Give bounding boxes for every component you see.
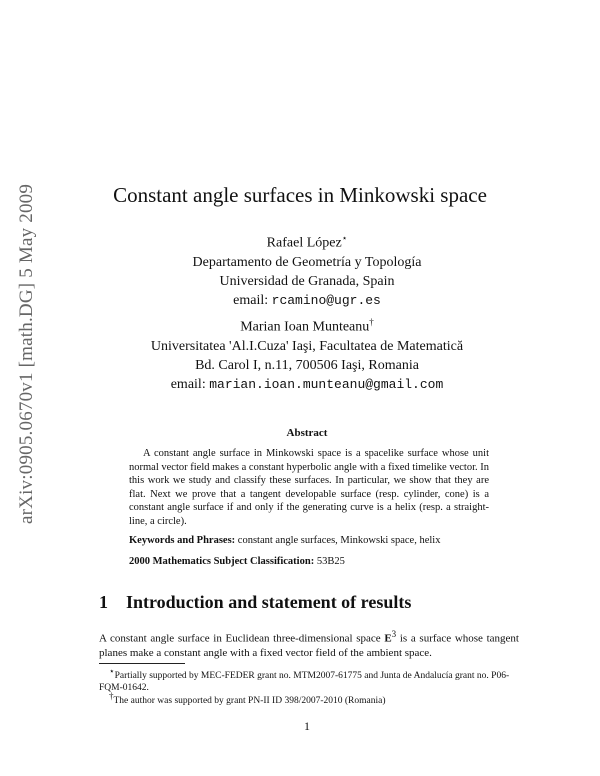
author-email: email: rcamino@ugr.es (233, 292, 381, 308)
author-email: email: marian.ioan.munteanu@gmail.com (170, 376, 444, 392)
msc-classification: 2000 Mathematics Subject Classification: 53B25 (129, 556, 345, 567)
author-affiliation: Departamento de Geometría y Topología (192, 254, 422, 270)
paper-title: Constant angle surfaces in Minkowski space (113, 183, 487, 207)
intro-paragraph: A constant angle surface in Euclidean three-dimensional space $E^3$ is a surface whose tangent planes make a constant angle with a fixed vector field of the ambient space. (99, 629, 519, 659)
author-name: Rafael López⋆ (266, 233, 348, 251)
footnote-rule (99, 663, 185, 664)
author-block-2 (0, 313, 600, 394)
author-name: Marian Ioan Munteanu† (240, 317, 374, 335)
email-link[interactable]: marian.ioan.munteanu@gmail.com (209, 376, 444, 392)
footnote-2: †The author was supported by grant PN-II ID 398/2007-2010 (Romania) (109, 691, 386, 707)
footnote-1: ⋆Partially supported by MEC-FEDER grant no. MTM2007-61775 and Junta de Andalucía grant no. P06-FQM-01642. (99, 666, 510, 694)
keywords: Keywords and Phrases: constant angle surfaces, Minkowski space, helix (129, 535, 441, 546)
arxiv-identifier-stamp: arXiv:0905.0670v1 [math.DG] 5 May 2009 (16, 183, 37, 525)
author-affiliation: Universitatea 'Al.I.Cuza' Iaşi, Facultatea de Matematică (150, 338, 464, 354)
author-block-1 (0, 229, 600, 310)
section-heading: 1 Introduction and statement of results (99, 592, 412, 612)
email-link[interactable]: rcamino@ugr.es (271, 292, 381, 308)
author-affiliation: Universidad de Granada, Spain (219, 273, 395, 289)
author-affiliation: Bd. Carol I, n.11, 700506 Iaşi, Romania (195, 357, 419, 373)
page-number: 1 (304, 719, 310, 733)
abstract-text: A constant angle surface in Minkowski space is a spacelike surface whose unit normal vector field makes a constant hyperbolic angle with a fixed timelike vector. In this work we study and classify these surfaces. In particular, we show that they are flat. Next we prove that a tangent developable surface (resp. cylinder, cone) is a constant angle surface if and only if the generating curve is a helix (resp. a straight-line, a circle). (129, 448, 489, 527)
abstract-heading: Abstract (286, 427, 328, 439)
